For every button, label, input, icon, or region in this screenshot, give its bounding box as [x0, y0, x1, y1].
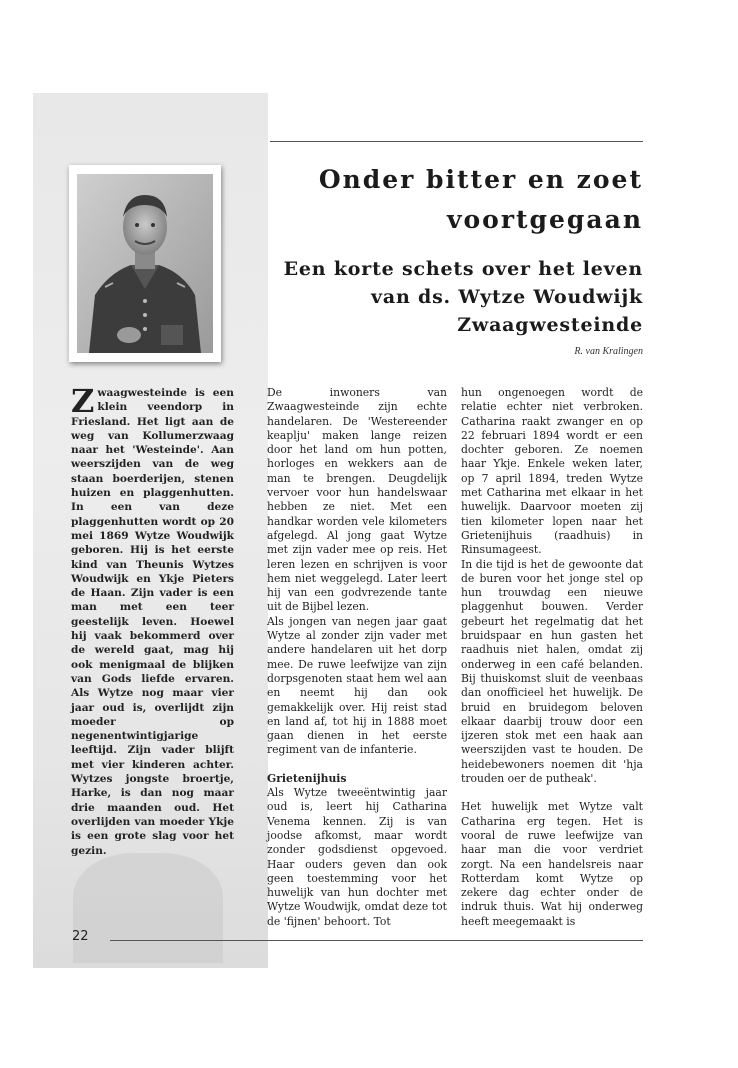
title-line-2: voortgegaan	[446, 205, 643, 234]
paragraph: hun ongenoegen wordt de relatie echter niet verbroken. Catharina raakt zwanger en op 22 februari 1894 wordt er een dochter geboren. Ze noemen haar Ykje. Enkele weken later, op 7 april 1894, treden Wytze met Catharina met elkaar in het huwelijk. Daarvoor moeten zij tien kilometer lopen naar het Grietenijhuis (raadhuis) in Rinsumageest.	[461, 386, 643, 557]
subtitle-line-1: Een korte schets over het leven	[283, 258, 643, 280]
body-column-3	[461, 386, 643, 929]
paragraph-gap	[461, 786, 643, 800]
author-byline: R. van Kralingen	[574, 346, 643, 357]
portrait-photo	[69, 165, 221, 362]
paragraph: Als Wytze tweeëntwintig jaar oud is, leert hij Catharina Venema kennen. Zij is van joodse afkomst, maar wordt zonder godsdienst opgevoed. Haar ouders geven dan ook geen toestemming voor het huwelijk van hun dochter met Wytze Woudwijk, omdat deze tot de 'fijnen' behoort. Tot	[267, 786, 447, 928]
top-rule	[270, 141, 643, 142]
page-number: 22	[72, 929, 89, 944]
subtitle-line-2: van ds. Wytze Woudwijk	[371, 286, 643, 308]
bottom-rule	[110, 940, 643, 941]
paragraph: In die tijd is het de gewoonte dat de buren voor het jonge stel op hun trouwdag een nieuwe plaggenhut bouwen. Verder gebeurt het regelmatig dat het bruidspaar en hun gasten het raadhuis niet halen, omdat zij onderweg in een café belanden. Bij thuiskomst sluit de veenbaas dan onofficieel het huwelijk. De bruid en bruidegom beloven elkaar daarbij trouw door een ijzeren stok met een haak aan weerszijden vast te houden. De heidebewoners noemen dit 'hja trouden oer de putheak'.	[461, 557, 643, 786]
paragraph: Als jongen van negen jaar gaat Wytze al zonder zijn vader met andere handelaren uit het dorp mee. De ruwe leefwijze van zijn dorpsgenoten staat hem wel aan en neemt hij dan ook gemakkelijk over. Hij reist stad en land af, tot hij in 1888 moet gaan dienen in het eerste regiment van de infanterie.	[267, 614, 447, 757]
article-title	[263, 160, 643, 240]
faded-building-image	[73, 853, 223, 963]
intro-text: waagwesteinde is een klein veendorp in Friesland. Het ligt aan de weg van Kollumerzwaag naar het 'Westeinde'. Aan weerszijden van de weg staan boerderijen, stenen huizen en plaggenhutten. In een van deze plaggenhutten wordt op 20 mei 1869 Wytze Woudwijk geboren. Hij is het eerste kind van Theunis Wytzes Woudwijk en Ykje Pieters de Haan. Zijn vader is een man met een teer geestelijk leven. Hoewel hij vaak bekommerd over de wereld gaat, mag hij ook menigmaal de blijken van Gods liefde ervaren. Als Wytze nog maar vier jaar oud is, overlijdt zijn moeder op negenentwintigjarige leeftijd. Zijn vader blijft met vier kinderen achter. Wytzes jongste broertje, Harke, is dan nog maar drie maanden oud. Het overlijden van moeder Ykje is een grote slag voor het gezin.	[71, 387, 234, 857]
body-column-2	[267, 386, 447, 929]
subtitle-line-3: Zwaagwesteinde	[457, 314, 643, 336]
section-heading: Grietenijhuis	[267, 771, 347, 785]
paragraph: De inwoners van Zwaagwesteinde zijn echte handelaren. De 'Westereender keaplju' maken lange reizen door het land om hun potten, horloges en wekkers aan de man te brengen. Deugdelijk vervoer voor hun handelswaar hebben ze niet. Met een handkar worden vele kilometers afgelegd. Al jong gaat Wytze met zijn vader mee op reis. Het leren lezen en schrijven is voor hem niet weggelegd. Later leert hij van een godvrezende tante uit de Bijbel lezen.	[267, 386, 447, 614]
intro-paragraph	[71, 382, 234, 858]
article-subtitle	[263, 255, 643, 339]
portrait-image	[69, 165, 221, 362]
title-line-1: Onder bitter en zoet	[318, 165, 643, 194]
paragraph: Het huwelijk met Wytze valt Catharina erg tegen. Het is vooral de ruwe leefwijze van haar man die voor verdriet zorgt. Na een handelsreis naar Rotterdam komt Wytze op zekere dag echter onder de indruk thuis. Wat hij onderweg heeft meegemaakt is	[461, 800, 643, 928]
drop-cap: Z	[71, 382, 95, 420]
sidebar-intro-column	[71, 382, 234, 858]
